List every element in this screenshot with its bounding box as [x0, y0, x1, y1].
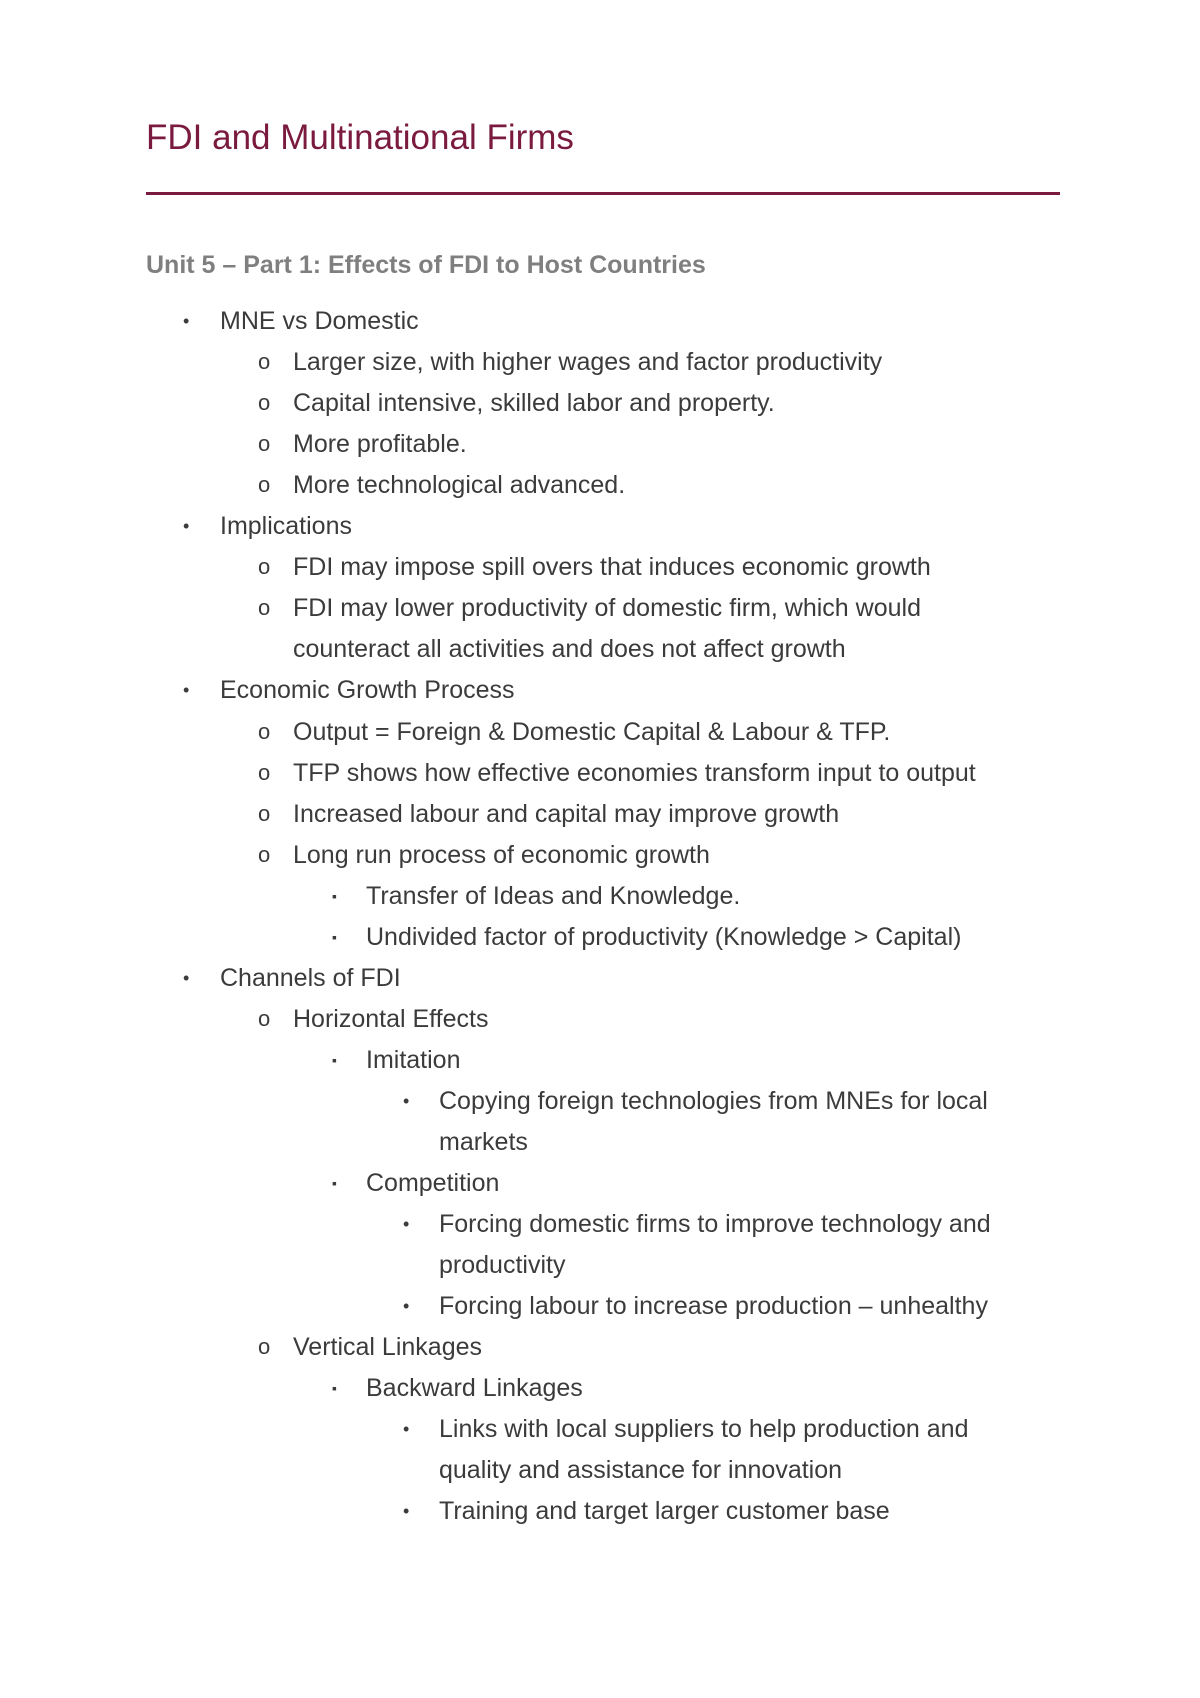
bullet-circle-icon: o: [258, 595, 271, 621]
bullet-circle-icon: o: [258, 390, 271, 416]
bullet-circle-icon: o: [258, 349, 271, 375]
outline-item-text: Horizontal Effects: [293, 1004, 489, 1033]
outline-item-level-1: [183, 506, 352, 546]
bullet-circle-icon: o: [258, 431, 271, 457]
outline-item-text: Training and target larger customer base: [439, 1497, 890, 1526]
outline-item-level-4: [403, 1491, 890, 1531]
outline-item-level-4: [439, 1450, 842, 1490]
outline-item-text: TFP shows how effective economies transform input to output: [293, 758, 976, 787]
page-title: FDI and Multinational Firms: [146, 118, 574, 157]
outline-item-text: Capital intensive, skilled labor and property.: [293, 389, 775, 418]
outline-item-level-3: [332, 1040, 461, 1080]
outline-item-level-2: [258, 588, 921, 628]
bullet-dot-icon: •: [183, 680, 190, 701]
bullet-dot-icon: •: [183, 967, 190, 988]
bullet-square-icon: ▪: [332, 1175, 337, 1192]
outline-item-text: Output = Foreign & Domestic Capital & Labour & TFP.: [293, 717, 891, 746]
outline-item-level-3: [332, 876, 741, 916]
outline-item-text: MNE vs Domestic: [220, 307, 419, 335]
outline-item-text: Larger size, with higher wages and factor productivity: [293, 348, 883, 377]
outline-item-text: Economic Growth Process: [220, 676, 515, 705]
bullet-circle-icon: o: [258, 841, 271, 867]
bullet-dot-icon: •: [183, 516, 190, 537]
outline-item-level-2: [258, 383, 775, 423]
bullet-dot-icon: •: [403, 1214, 410, 1235]
bullet-circle-icon: o: [258, 1005, 271, 1031]
outline-item-text: Copying foreign technologies from MNEs for local: [439, 1086, 988, 1115]
outline-item-text: Forcing domestic firms to improve technology and: [439, 1210, 991, 1239]
bullet-circle-icon: o: [258, 718, 271, 744]
outline-item-level-1: [183, 670, 515, 710]
outline-item-level-2: [258, 753, 976, 793]
outline-item-text: Forcing labour to increase production – unhealthy: [439, 1292, 988, 1321]
outline-item-level-2: [293, 629, 846, 669]
outline-item-text: quality and assistance for innovation: [439, 1456, 843, 1485]
outline-item-text: Transfer of Ideas and Knowledge.: [366, 881, 741, 910]
outline-item-level-4: [403, 1204, 991, 1244]
bullet-circle-icon: o: [258, 800, 271, 826]
bullet-dot-icon: •: [183, 311, 190, 331]
outline-item-text: Imitation: [366, 1045, 461, 1074]
outline-item-text: Undivided factor of productivity (Knowledge > Capital): [366, 922, 962, 951]
bullet-square-icon: ▪: [332, 887, 337, 904]
outline-item-level-2: [258, 712, 891, 752]
outline-item-level-3: [332, 1368, 583, 1408]
bullet-square-icon: ▪: [332, 928, 337, 945]
outline-item-text: Backward Linkages: [366, 1374, 583, 1403]
outline-item-text: FDI may lower productivity of domestic firm, which would: [293, 594, 921, 623]
bullet-circle-icon: o: [258, 472, 271, 498]
bullet-circle-icon: o: [258, 1334, 271, 1360]
outline-item-level-4: [403, 1286, 988, 1326]
bullet-dot-icon: •: [403, 1090, 410, 1111]
outline-item-text: Links with local suppliers to help production and: [439, 1415, 969, 1444]
outline-item-level-2: [258, 465, 626, 505]
outline-item-level-3: [332, 917, 962, 957]
outline-item-text: productivity: [439, 1251, 566, 1280]
outline-item-text: Competition: [366, 1169, 500, 1198]
bullet-circle-icon: o: [258, 554, 271, 580]
outline-item-text: Vertical Linkages: [293, 1333, 483, 1362]
outline-item-text: Implications: [220, 512, 352, 541]
outline-item-text: Long run process of economic growth: [293, 840, 710, 869]
bullet-dot-icon: •: [403, 1419, 410, 1440]
outline-item-level-2: [258, 424, 467, 464]
outline-item-level-1: [183, 301, 419, 341]
outline-item-level-2: [258, 1327, 483, 1367]
outline-item-level-1: [183, 958, 401, 998]
unit-heading: Unit 5 – Part 1: Effects of FDI to Host Countries: [146, 251, 706, 279]
bullet-square-icon: ▪: [332, 1051, 337, 1068]
outline-item-text: counteract all activities and does not affect growth: [293, 635, 846, 664]
outline-item-level-4: [439, 1122, 528, 1162]
outline-item-level-2: [258, 547, 931, 587]
bullet-dot-icon: •: [403, 1296, 410, 1317]
bullet-circle-icon: o: [258, 759, 271, 785]
outline-item-level-2: [258, 794, 840, 834]
outline-item-level-2: [258, 999, 489, 1039]
outline-item-level-2: [258, 342, 883, 382]
outline-item-level-4: [439, 1245, 565, 1285]
outline-item-text: markets: [439, 1128, 528, 1156]
outline-item-text: Increased labour and capital may improve growth: [293, 799, 840, 828]
outline-item-level-4: [403, 1081, 988, 1121]
bullet-square-icon: ▪: [332, 1380, 337, 1397]
outline-item-text: More technological advanced.: [293, 471, 626, 500]
outline-item-text: Channels of FDI: [220, 963, 401, 992]
title-divider: [146, 192, 1060, 195]
outline-item-level-4: [403, 1409, 969, 1449]
outline-item-text: More profitable.: [293, 430, 467, 459]
bullet-dot-icon: •: [403, 1501, 410, 1522]
outline-item-level-2: [258, 835, 710, 875]
outline-item-level-3: [332, 1163, 500, 1203]
outline-item-text: FDI may impose spill overs that induces economic growth: [293, 553, 931, 582]
